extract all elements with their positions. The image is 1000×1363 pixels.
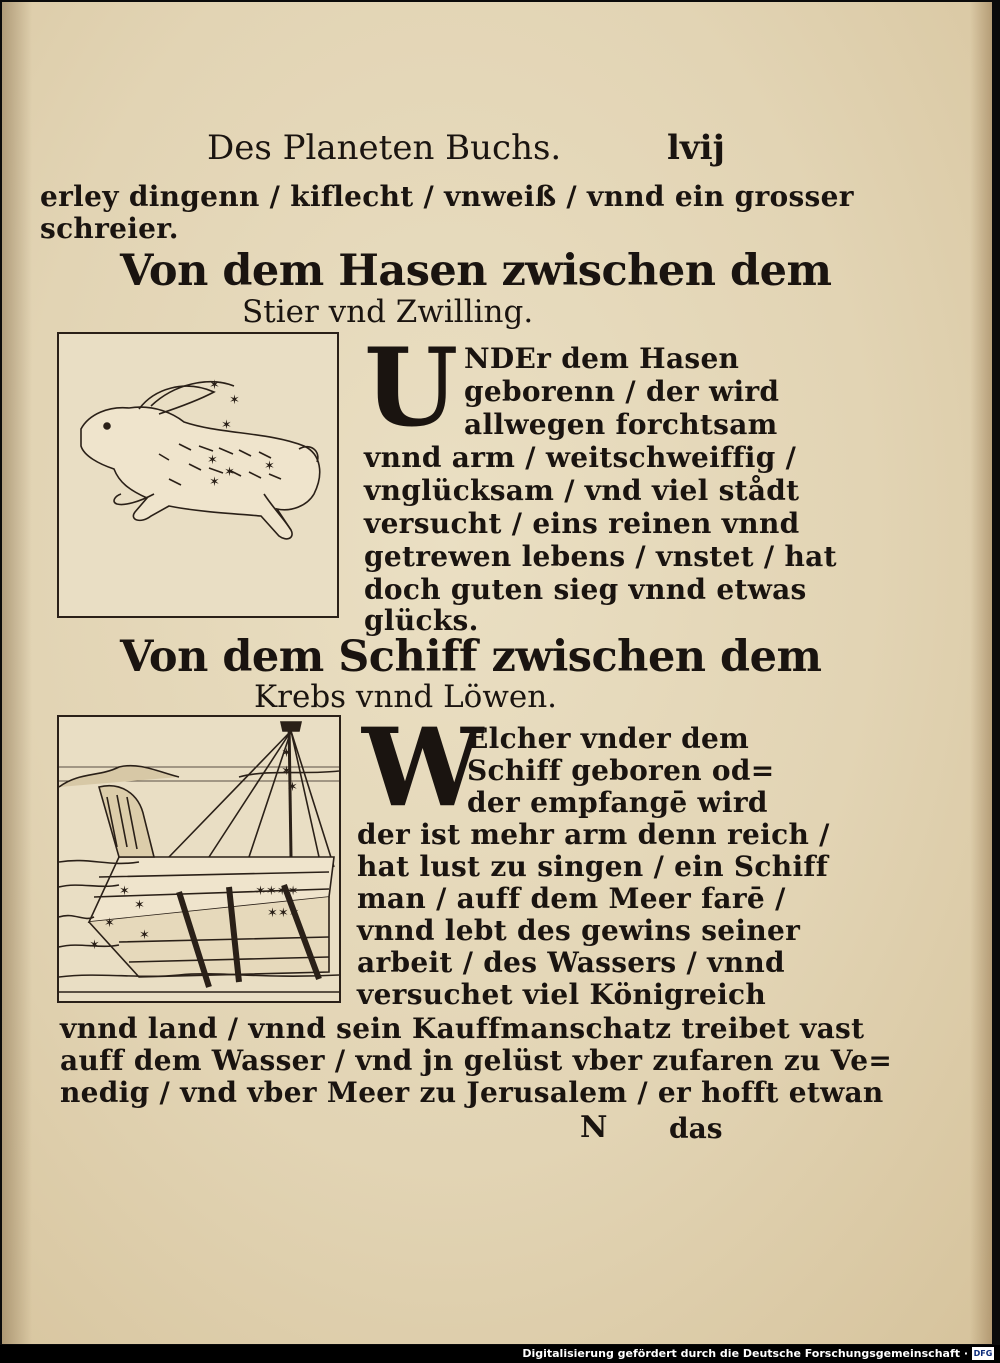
book-page bbox=[2, 2, 992, 1344]
text-line: vnnd land / vnnd sein Kauffmanschatz treibet vast bbox=[60, 1012, 865, 1045]
gutter-shadow bbox=[2, 2, 32, 1344]
text-line: der ist mehr arm denn reich / bbox=[357, 818, 830, 851]
text-line: doch guten sieg vnnd etwas bbox=[364, 573, 807, 606]
page-edge bbox=[970, 2, 992, 1344]
text-line: versucht / eins reinen vnnd bbox=[364, 507, 800, 540]
svg-text:✶: ✶ bbox=[209, 475, 220, 490]
decorated-initial: W bbox=[362, 705, 484, 831]
svg-text:✶: ✶ bbox=[287, 780, 298, 795]
hare-constellation-icon bbox=[59, 334, 337, 616]
text-line: hat lust zu singen / ein Schiff bbox=[357, 850, 829, 883]
decorated-initial: U bbox=[364, 325, 459, 451]
text-line: glücks. bbox=[364, 604, 479, 637]
folio-number: lvij bbox=[667, 128, 725, 168]
svg-text:✶: ✶ bbox=[229, 393, 240, 408]
text-line: NDEr dem Hasen bbox=[464, 342, 740, 375]
section-heading: Von dem Hasen zwischen dem bbox=[120, 246, 832, 296]
dfg-logo-icon: DFG bbox=[973, 1349, 993, 1358]
svg-text:✶: ✶ bbox=[89, 938, 100, 953]
svg-text:✶: ✶ bbox=[264, 459, 275, 474]
text-line: vnglücksam / vnd viel stådt bbox=[364, 474, 800, 507]
svg-text:✶: ✶ bbox=[224, 465, 235, 480]
svg-text:✶: ✶ bbox=[119, 884, 130, 899]
text-line: Elcher vnder dem bbox=[467, 722, 750, 755]
section-subheading: Krebs vnnd Löwen. bbox=[254, 679, 558, 715]
text-line: erley dingenn / kiflecht / vnweiß / vnnd ein grosser bbox=[40, 180, 854, 213]
catchword: das bbox=[669, 1112, 723, 1145]
svg-text:✶: ✶ bbox=[281, 764, 292, 779]
text-line: man / auff dem Meer farē / bbox=[357, 882, 786, 915]
signature-mark: N bbox=[580, 1110, 608, 1145]
text-line: geborenn / der wird bbox=[464, 375, 780, 408]
section-subheading: Stier vnd Zwilling. bbox=[242, 294, 534, 330]
text-line: auff dem Wasser / vnd jn gelüst vber zufaren zu Ve= bbox=[60, 1044, 893, 1077]
svg-text:✶✶✶✶: ✶✶✶✶ bbox=[255, 884, 299, 899]
ship-constellation-icon bbox=[59, 717, 339, 1001]
text-line: getrewen lebens / vnstet / hat bbox=[364, 540, 837, 573]
footer-credit: Digitalisierung gefördert durch die Deutsche Forschungsgemeinschaft · bbox=[522, 1347, 968, 1360]
text-line: versuchet viel Königreich bbox=[357, 978, 767, 1011]
running-head: Des Planeten Buchs. bbox=[207, 128, 562, 168]
text-line: vnnd arm / weitschweiffig / bbox=[364, 441, 797, 474]
text-line: vnnd lebt des gewins seiner bbox=[357, 914, 801, 947]
svg-text:✶: ✶ bbox=[104, 916, 115, 931]
svg-text:✶: ✶ bbox=[281, 746, 292, 761]
svg-text:✶: ✶ bbox=[139, 928, 150, 943]
ship-woodcut bbox=[57, 715, 341, 1003]
text-line: schreier. bbox=[40, 212, 179, 245]
text-line: der empfangē wird bbox=[467, 786, 768, 819]
svg-text:✶✶✶: ✶✶✶ bbox=[267, 906, 300, 921]
svg-text:✶: ✶ bbox=[207, 453, 218, 468]
hare-woodcut bbox=[57, 332, 339, 618]
section-heading: Von dem Schiff zwischen dem bbox=[120, 632, 822, 682]
svg-text:✶: ✶ bbox=[134, 898, 145, 913]
text-line: allwegen forchtsam bbox=[464, 408, 778, 441]
text-line: arbeit / des Wassers / vnnd bbox=[357, 946, 785, 979]
svg-text:✶: ✶ bbox=[221, 418, 232, 433]
text-line: Schiff geboren od= bbox=[467, 754, 775, 787]
text-line: nedig / vnd vber Meer zu Jerusalem / er hofft etwan bbox=[60, 1076, 884, 1109]
svg-text:✶: ✶ bbox=[209, 378, 220, 393]
